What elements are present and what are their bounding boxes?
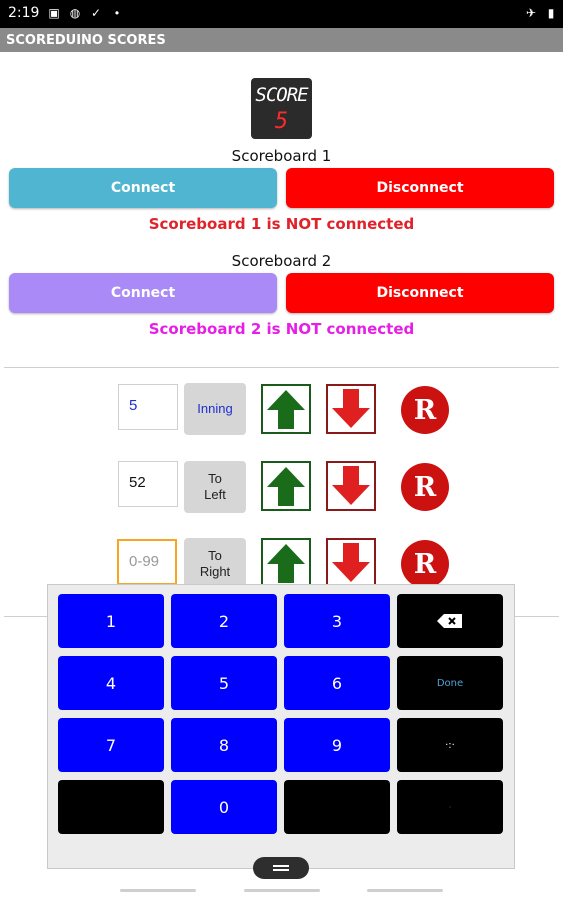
nav-pill	[244, 889, 320, 892]
key-2[interactable]: 2	[171, 594, 277, 648]
scoreduino-logo	[251, 78, 312, 139]
key-blank-middle[interactable]	[284, 780, 390, 834]
down-arrow-icon[interactable]	[326, 461, 376, 511]
app-title-bar	[0, 28, 563, 52]
reset-button[interactable]: R	[401, 463, 449, 511]
key-6[interactable]: 6	[284, 656, 390, 710]
to-right-input[interactable]: 0-99	[117, 539, 177, 585]
key-symbols[interactable]	[397, 718, 503, 772]
key-3[interactable]: 3	[284, 594, 390, 648]
nav-pill	[120, 889, 196, 892]
key-backspace[interactable]	[397, 594, 503, 648]
clock: 2:19	[8, 5, 40, 21]
scoreboard-2-status: Scoreboard 2 is NOT connected	[148, 320, 415, 338]
down-arrow-icon[interactable]	[326, 538, 376, 588]
down-arrow-icon[interactable]	[326, 384, 376, 434]
battery-icon: ▮	[547, 6, 555, 20]
period-icon: ·	[448, 802, 452, 812]
numeric-keyboard	[47, 584, 515, 869]
scoreboard-1-label: Scoreboard 1	[231, 147, 332, 165]
globe-notification-icon: ◍	[69, 6, 81, 20]
app-title: SCOREDUINO SCORES	[6, 33, 166, 48]
to-left-input[interactable]: 52	[118, 461, 178, 507]
up-arrow-icon[interactable]	[261, 461, 311, 511]
dot-icon: •	[114, 6, 120, 20]
symbols-icon: ·:·	[445, 739, 455, 751]
scoreboard-2-disconnect-button[interactable]: Disconnect	[286, 273, 554, 313]
logo-text: SCORE	[255, 84, 308, 106]
key-5[interactable]: 5	[171, 656, 277, 710]
logo-digit: 5	[274, 109, 289, 134]
up-arrow-icon[interactable]	[261, 384, 311, 434]
key-4[interactable]: 4	[58, 656, 164, 710]
key-done[interactable]: Done	[397, 656, 503, 710]
scoreboard-1-disconnect-button[interactable]: Disconnect	[286, 168, 554, 208]
scoreboard-1-status: Scoreboard 1 is NOT connected	[148, 215, 415, 233]
to-left-button[interactable]: To Left	[184, 461, 246, 513]
key-period[interactable]	[397, 780, 503, 834]
handle-line-icon	[273, 869, 289, 871]
keyboard-collapse-handle[interactable]	[253, 857, 309, 879]
key-7[interactable]: 7	[58, 718, 164, 772]
airplane-mode-icon: ✈	[525, 6, 537, 20]
key-1[interactable]: 1	[58, 594, 164, 648]
reset-button[interactable]: R	[401, 540, 449, 588]
key-9[interactable]: 9	[284, 718, 390, 772]
image-notification-icon: ▣	[48, 6, 60, 20]
download-done-icon: ✓	[90, 6, 102, 20]
key-blank-left[interactable]	[58, 780, 164, 834]
handle-line-icon	[273, 865, 289, 867]
to-right-button[interactable]: To Right	[184, 538, 246, 590]
scoreboard-2-label: Scoreboard 2	[231, 252, 332, 270]
scoreboard-2-connect-button[interactable]: Connect	[9, 273, 277, 313]
reset-button[interactable]: R	[401, 386, 449, 434]
divider	[4, 367, 559, 368]
key-0[interactable]: 0	[171, 780, 277, 834]
up-arrow-icon[interactable]	[261, 538, 311, 588]
backspace-icon	[436, 613, 464, 629]
status-bar	[0, 0, 563, 28]
scoreboard-1-connect-button[interactable]: Connect	[9, 168, 277, 208]
nav-pill	[367, 889, 443, 892]
inning-input[interactable]: 5	[118, 384, 178, 430]
inning-button[interactable]: Inning	[184, 383, 246, 435]
key-8[interactable]: 8	[171, 718, 277, 772]
